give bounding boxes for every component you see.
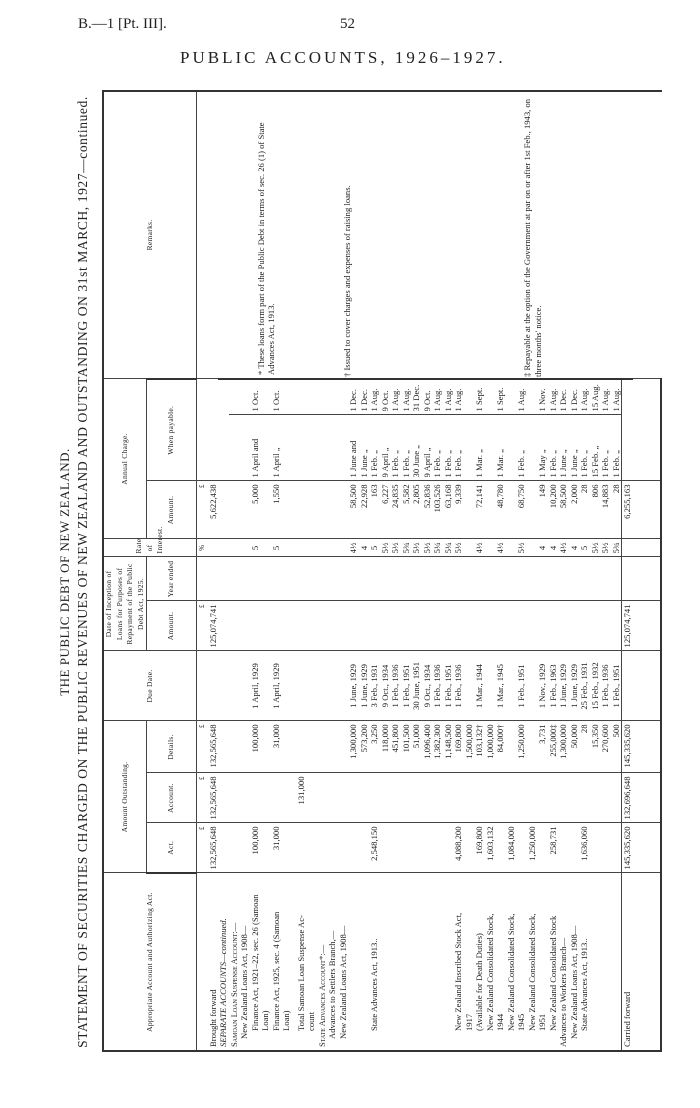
cs1963-when-2: 1 Feb. „ [547, 450, 558, 478]
cs1944-when2: 1 Sept. [474, 387, 484, 412]
cs1951-act-amount: 1,250,000 [526, 826, 537, 861]
settlers-details-value: 101,500 [400, 724, 411, 753]
settlers-charge: 63,168 [442, 484, 453, 509]
cs1963-rate-2: 4 [547, 545, 558, 551]
samoan-row1-when2: 1 Oct. [249, 390, 260, 412]
heading-public-debt: THE PUBLIC DEBT OF NEW ZEALAND. [57, 448, 72, 696]
workers-due-date: 25 Feb., 1931 [579, 662, 589, 710]
cs1951-due: 1 Feb., 1951 [516, 664, 526, 708]
settlers-due-date: 30 June, 1951 [411, 661, 421, 710]
samoan-title: Samoan Loan Suspense Account:— [228, 922, 239, 1047]
workers-charge: 2,000 [568, 484, 579, 504]
settlers-charge: 163 [369, 484, 379, 498]
workers-act-amount: 1,636,060 [579, 826, 589, 861]
settlers-when-payable: 1 June and [348, 440, 358, 478]
samoan-row2-when: 1 April „ [270, 447, 281, 478]
settlers-details-value: 451,800 [390, 724, 400, 753]
settlers-due-date: 1 Feb., 1951 [442, 664, 453, 708]
settlers-details-value: 51,000 [411, 724, 421, 749]
workers-when-payable: 15 Feb. „ [589, 445, 600, 478]
cs1951-charge: 68,750 [516, 484, 526, 509]
brought-forward-label: Brought forward [207, 989, 218, 1047]
workers-due-date: 1 Feb., 1951 [610, 664, 621, 708]
cs1945-label: New Zealand Consolidated Stock, [505, 913, 516, 1031]
nz-inscribed-stock-year: 1917 [463, 1013, 474, 1031]
cs1963-rate-1: 4 [537, 545, 547, 551]
settlers-rate: 5¾ [400, 542, 411, 554]
cs1945-when2: 1 Sept. [495, 387, 505, 412]
state-advances-title: State Advances Account*:— [316, 944, 327, 1047]
remark-state-advances: * These loans form part of the Public Debt in terms of sec. 26 (1) of State Advances Act, 1913. [255, 122, 276, 375]
settlers-due-date: 1 Feb., 1936 [390, 664, 400, 708]
settlers-due-date: 9 Oct., 1934 [421, 664, 432, 708]
settlers-due-date: 3 Feb., 1931 [369, 664, 379, 708]
workers-state-advances-act: State Advances Act, 1913.. [579, 938, 589, 1031]
cs1945-when: 1 Mar. „ [495, 449, 505, 478]
death-duties-amount: 169,800 [474, 826, 484, 855]
settlers-when-payable-2: 9 Oct. [421, 390, 432, 412]
samoan-total-account: 131,000 [295, 776, 306, 805]
workers-details-value: 15,350 [589, 724, 600, 749]
settlers-details-value: 1,382,300 [432, 724, 442, 759]
brought-forward-act: 132,565,648 [208, 823, 219, 873]
samoan-row1-details: 100,000 [249, 724, 260, 753]
samoan-row1-act-cont: Loan) [260, 1010, 270, 1031]
samoan-row2-act: Finance Act, 1925, sec. 4 (Samoan [270, 911, 281, 1031]
settlers-due-date: 9 Oct., 1934 [379, 664, 390, 708]
cs1963-charge-1: 149 [537, 484, 547, 498]
securities-table [102, 90, 662, 1052]
cs1944-year: 1944 [495, 1013, 505, 1031]
workers-details-value: 28 [579, 724, 589, 734]
settlers-charge: 52,836 [421, 484, 432, 509]
settlers-when-payable-2: 1 Dec. [348, 389, 358, 412]
cs1963-charge-2: 10,200 [547, 484, 558, 509]
samoan-row2-act-amount: 31,000 [270, 826, 281, 851]
settlers-rate: 4½ [348, 542, 358, 554]
workers-when-payable: 1 June „ [568, 449, 579, 478]
remark-charges: † Issued to cover charges and expenses of raising loans. [342, 185, 352, 377]
workers-title: Advances to Workers Branch— [558, 937, 568, 1047]
settlers-when-payable: 1 Feb. „ [400, 450, 411, 478]
cs1944-charge: 72,141 [474, 484, 484, 509]
settlers-details-value: 3,250 [369, 724, 379, 744]
workers-when-payable-2: 1 Aug. [610, 388, 621, 412]
workers-when-payable-2: 1 Aug. [579, 388, 589, 412]
col-inception: Date of Inception of Loans for Purposes of Repayment of the Public Debt Act, 1925. [103, 557, 147, 651]
samoan-row1-act: Finance Act, 1921–22, sec. 26 (Samoan [249, 894, 260, 1031]
workers-charge: 806 [589, 484, 600, 498]
brought-forward-account: 132,565,648 [208, 773, 219, 823]
workers-nz-loans-act: New Zealand Loans Act, 1908— [568, 925, 579, 1039]
percent-symbol: % [197, 539, 208, 557]
cs1945-charge: 48,780 [495, 484, 505, 509]
settlers-due-date: 1 Feb., 1936 [432, 664, 442, 708]
cs1963-details-1: 3,731 [537, 724, 547, 744]
workers-due-date: 1 Feb., 1936 [600, 664, 610, 708]
settlers-rate: 5½ [379, 542, 390, 554]
workers-rate: 5½ [600, 542, 610, 554]
currency-symbol: £ [197, 481, 208, 539]
heading-statement: STATEMENT OF SECURITIES CHARGED ON THE PUBLIC REVENUES OF NEW ZEALAND AND OUTSTANDING ON 31st MARCH, 1927—continued. [75, 96, 90, 1048]
settlers-details-value: 1,096,400 [421, 724, 432, 759]
carried-forward-label: Carried forward [622, 991, 632, 1047]
workers-details-value: 270,600 [600, 724, 610, 753]
workers-rate: 4½ [558, 542, 568, 554]
samoan-row2-charge: 1,550 [270, 484, 281, 504]
settlers-branch: Advances to Settlers Branch,— [327, 930, 337, 1039]
cs1963-when-1: 1 May „ [537, 449, 547, 478]
cs1963-when2-2: 1 Aug. [547, 388, 558, 412]
settlers-when-payable: 1 Feb. „ [390, 450, 400, 478]
col-charge-amount: Amount. [147, 481, 197, 539]
settlers-charge: 24,835 [390, 484, 400, 509]
workers-due-date: 1 June, 1929 [558, 664, 568, 708]
col-annual-charge: Annual Charge. [103, 379, 147, 539]
col-year-ended: Year ended [147, 557, 197, 601]
cs1945-details-2: 84,000† [495, 724, 505, 753]
settlers-charge: 5,582 [400, 484, 411, 504]
nz-inscribed-stock-act: New Zealand Inscribed Stock Act, [453, 912, 463, 1031]
nzisa-rate: 5½ [453, 542, 463, 554]
settlers-when-payable-2: 1 Aug. [400, 388, 411, 412]
nzisa-due: 1 Feb., 1936 [453, 664, 463, 708]
settlers-details-value: 1,148,500 [442, 724, 453, 759]
cs1944-rate: 4½ [474, 542, 484, 554]
currency-symbol: £ [197, 721, 208, 773]
cs1945-details-1: 1,000,000 [484, 724, 495, 759]
page-number: 52 [340, 16, 355, 32]
currency-symbol: £ [197, 773, 208, 823]
workers-due-date: 15 Feb., 1932 [589, 662, 600, 710]
settlers-when-payable-2: 1 Dec. [358, 389, 369, 412]
death-duties-label: (Available for Death Duties) [474, 933, 484, 1031]
cs1951-when2: 1 Aug. [516, 388, 526, 412]
settlers-when-payable: 1 Feb. „ [442, 450, 453, 478]
col-amount-outstanding: Amount Outstanding. [103, 721, 147, 873]
col-appropriate-account: Appropriate Account and Authorizing Act. [103, 873, 197, 1051]
workers-when-payable: 1 Feb. „ [579, 450, 589, 478]
settlers-due-date: 1 June, 1929 [358, 664, 369, 708]
samoan-row2-act-cont: Loan) [281, 1010, 291, 1031]
section-title: SEPARATE ACCOUNTS—continued. [218, 873, 229, 1051]
cs1951-label: New Zealand Consolidated Stock, [526, 913, 537, 1031]
cs1951-year: 1951 [537, 1013, 547, 1031]
workers-when-payable-2: 1 Dec. [568, 389, 579, 412]
settlers-when-payable: 1 Feb. „ [369, 450, 379, 478]
workers-rate: 5¾ [610, 542, 621, 554]
settlers-when-payable: 9 April „ [421, 447, 432, 478]
workers-details-value: 1,300,000 [558, 724, 568, 759]
cs1945-year: 1945 [516, 1013, 526, 1031]
workers-charge: 14,883 [600, 484, 610, 509]
nzisa-act-amount: 4,088,200 [453, 826, 463, 861]
cs1944-act-amount: 1,603,132 [484, 826, 495, 861]
samoan-row1-when: 1 April and [249, 438, 260, 478]
cs1963-label: New Zealand Consolidated Stock [547, 915, 558, 1031]
settlers-due-date: 1 June, 1929 [348, 664, 358, 708]
brought-forward-details: 132,565,648 [208, 721, 219, 773]
samoan-row2-when2: 1 Oct. [270, 390, 281, 412]
carried-forward-charge: 6,255,163 [622, 481, 633, 539]
settlers-rate: 5½ [421, 542, 432, 554]
carried-forward-account: 132,696,648 [622, 773, 633, 823]
workers-when-payable-2: 15 Aug. [589, 384, 600, 412]
samoan-row2-details: 31,000 [270, 724, 281, 749]
samoan-row1-due: 1 April, 1929 [249, 663, 260, 709]
currency-symbol: £ [197, 601, 208, 651]
cs1963-due-2: 1 Feb., 1963 [547, 664, 558, 708]
settlers-charge: 22,928 [358, 484, 369, 509]
carried-forward-details: 145,335,620 [622, 721, 633, 773]
settlers-due-date: 1 Feb., 1951 [400, 664, 411, 708]
settlers-rate: 4 [358, 545, 369, 551]
settlers-rate: 5¼ [442, 542, 453, 554]
col-account: Account. [147, 773, 197, 823]
workers-charge: 58,500 [558, 484, 568, 509]
nzisa-when2: 1 Aug. [453, 388, 463, 412]
samoan-row2-due: 1 April, 1929 [270, 663, 281, 709]
samoan-total-label-cont: count [306, 1011, 316, 1031]
cs1945-act-amount: 1,084,000 [505, 826, 516, 861]
cs1951-rate: 5½ [516, 542, 526, 554]
brought-forward-inception-amount: 125,074,741 [208, 601, 219, 651]
samoan-row1-charge: 5,000 [249, 484, 260, 504]
nzisa-charge: 9,339 [453, 484, 463, 504]
cs1944-label: New Zealand Consolidated Stock, [484, 913, 495, 1031]
cs1951-when: 1 Feb. „ [516, 450, 526, 478]
rotated-statement [57, 92, 662, 1052]
settlers-when-payable: 9 April „ [379, 447, 390, 478]
settlers-details-value: 1,300,000 [348, 724, 358, 759]
settlers-when-payable-2: 1 Aug. [432, 388, 442, 412]
settlers-rate: 5½ [390, 542, 400, 554]
col-inception-amount: Amount. [147, 601, 197, 651]
workers-when-payable-2: 1 Aug. [600, 388, 610, 412]
nz-loans-act: New Zealand Loans Act, 1908— [337, 925, 348, 1039]
nzisa-details-2: 1,500,000 [463, 724, 474, 759]
samoan-total-label: Total Samoan Loan Suspense Ac- [295, 915, 306, 1031]
cs1963-due-1: 1 Nov., 1929 [537, 663, 547, 709]
col-details: Details. [147, 721, 197, 773]
settlers-rate: 5½ [411, 542, 421, 554]
col-remarks: Remarks. [103, 91, 197, 379]
settlers-when-payable-2: 1 Aug. [442, 388, 453, 412]
samoan-row1-act-amount: 100,000 [249, 826, 260, 855]
col-act: Act. [147, 823, 197, 873]
col-when-payable: When payable. [147, 379, 197, 481]
currency-symbol: £ [197, 823, 208, 873]
cs1963-details-2: 255,000‡ [547, 724, 558, 757]
state-advances-act-amount: 2,548,150 [369, 826, 379, 861]
workers-when-payable: 1 Feb. „ [610, 450, 621, 478]
table-row [208, 91, 219, 1051]
workers-charge: 28 [610, 484, 621, 494]
workers-when-payable-2: 1 Dec. [558, 389, 568, 412]
brought-forward-charge: 5,622,438 [208, 481, 219, 539]
nzisa-when: 1 Feb. „ [453, 450, 463, 478]
cs1944-due: 1 Mar., 1944 [474, 664, 484, 708]
cs1944-when: 1 Mar. „ [474, 449, 484, 478]
settlers-when-payable-2: 1 Aug. [369, 388, 379, 412]
carried-forward-inception-amount: 125,074,741 [622, 601, 633, 651]
settlers-when-payable: 30 June „ [411, 445, 421, 478]
cs1945-due: 1 Mar., 1945 [495, 664, 505, 708]
workers-rate: 4 [568, 545, 579, 551]
settlers-when-payable: 1 June „ [358, 449, 369, 478]
settlers-details-value: 118,000 [379, 724, 390, 753]
samoan-subtitle: New Zealand Loans Act, 1908— [239, 925, 249, 1039]
cs1963-when2-1: 1 Nov. [537, 388, 547, 412]
samoan-row1-rate: 5 [249, 545, 260, 551]
settlers-charge: 6,227 [379, 484, 390, 504]
settlers-charge: 2,805 [411, 484, 421, 504]
cs1944-details: 103,132† [474, 724, 484, 757]
workers-when-payable: 1 Feb. „ [600, 450, 610, 478]
workers-rate: 5 [579, 545, 589, 551]
settlers-rate: 5 [369, 545, 379, 551]
settlers-when-payable: 1 Feb. „ [432, 450, 442, 478]
workers-due-date: 1 June, 1929 [568, 664, 579, 708]
workers-details-value: 500 [610, 724, 621, 738]
state-advances-act: State Advances Act, 1913.. [369, 938, 379, 1031]
settlers-when-payable-2: 31 Dec. [411, 384, 421, 412]
settlers-when-payable-2: 1 Aug. [390, 388, 400, 412]
page-reference: B.—1 [Pt. III]. [78, 16, 167, 32]
remark-option: ‡ Repayable at the option of the Government at par on or after 1st Feb., 1943, on three months' notice. [522, 98, 543, 377]
running-title: PUBLIC ACCOUNTS, 1926–1927. [180, 48, 506, 67]
settlers-charge: 58,500 [348, 484, 358, 509]
cs1945-rate: 4½ [495, 542, 505, 554]
col-due-date: Due Date. [103, 651, 197, 721]
workers-when-payable: 1 June „ [558, 449, 568, 478]
workers-details-value: 50,000 [568, 724, 579, 749]
col-rate: Rate of Interest. [103, 539, 197, 557]
workers-charge: 28 [579, 484, 589, 494]
settlers-rate: 5¼ [432, 542, 442, 554]
settlers-charge: 103,526 [432, 484, 442, 513]
carried-forward-act: 145,335,620 [622, 823, 633, 873]
settlers-when-payable-2: 9 Oct. [379, 390, 390, 412]
cs1951-details: 1,250,000 [516, 724, 526, 759]
samoan-row2-rate: 5 [270, 545, 281, 551]
workers-rate: 5½ [589, 542, 600, 554]
cs1963-act-amount: 258,731 [547, 826, 558, 855]
settlers-details-value: 573,200 [358, 724, 369, 753]
nzisa-details-1: 169,800 [453, 724, 463, 753]
